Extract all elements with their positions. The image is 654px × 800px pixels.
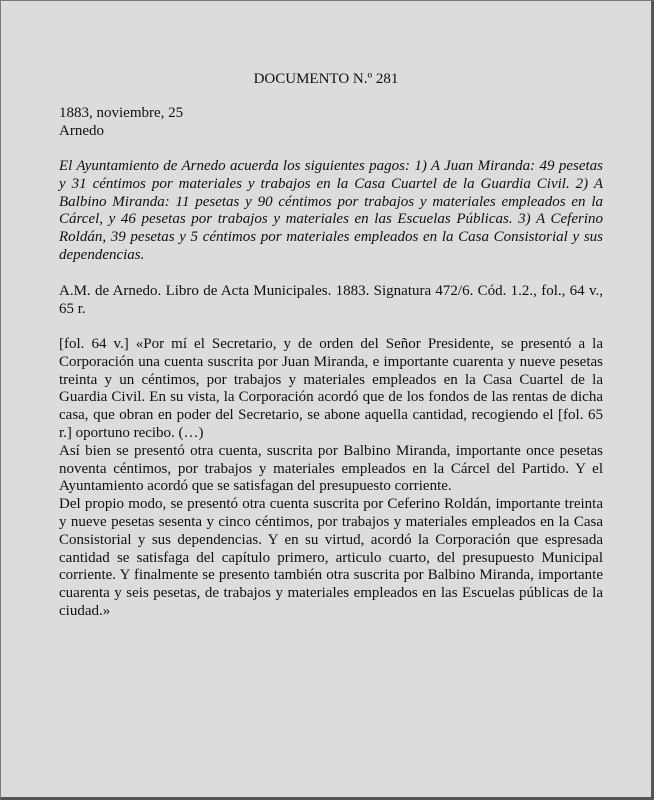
document-summary: El Ayuntamiento de Arnedo acuerda los siguientes pagos: 1) A Juan Miranda: 49 pesetas y 31 céntimos por materiales y trabajos en la Casa Cuartel de la Guardia Civil. 2) A Balbino Miranda: 11 pesetas y 90 céntimos por trabajos y materiales empleados en la Cárcel, y 46 pesetas por trabajos y materiales en las Escuelas Públicas. 3) A Ceferino Roldán, 39 pesetas y 5 céntimos por materiales empleados en la Casa Consistorial y sus dependencias. xyxy=(59,158,603,263)
transcription-paragraph: Del propio modo, se presentó otra cuenta suscrita por Ceferino Roldán, importante treinta y nueve pesetas sesenta y cinco céntimos, por trabajos y materiales empleados en la Casa Consistorial y sus dependencias. Y en su virtud, acordó la Corporación que espresada cantidad se satisfaga del capítulo primero, articulo cuarto, del presupuesto Municipal corriente. Y finalmente se presento también otra suscrita por Balbino Miranda, importante cuarenta y seis pesetas, de trabajos y materiales empleados en las Escuelas públicas de la ciudad.» xyxy=(59,496,603,619)
date-place-block xyxy=(59,105,603,141)
document-title: DOCUMENTO N.º 281 xyxy=(253,71,399,87)
document-date: 1883, noviembre, 25 xyxy=(59,105,184,121)
transcription-paragraph: Así bien se presentó otra cuenta, suscrita por Balbino Miranda, importante once pesetas noventa céntimos, por trabajos y materiales empleados en la Cárcel del Partido. Y el Ayuntamiento acordó que se satisfagan del presupuesto corriente. xyxy=(59,442,603,495)
document-place: Arnedo xyxy=(59,122,104,139)
transcription-paragraph: [fol. 64 v.] «Por mí el Secretario, y de orden del Señor Presidente, se presentó a la Corporación una cuenta suscrita por Juan Miranda, e importante cuarenta y nueve pesetas treinta y un céntimos, por trabajos y materiales empleados en la Casa Cuartel de la Guardia Civil. En su vista, la Corporación acordó que de los fondos de las rentas de dicha casa, que obran en poder del Secretario, se abone aquella cantidad, recogiendo el [fol. 65 r.] oportuno recibo. (…) xyxy=(59,336,603,441)
archival-source: A.M. de Arnedo. Libro de Acta Municipales. 1883. Signatura 472/6. Cód. 1.2., fol., 64 v., 65 r. xyxy=(59,283,603,317)
transcription xyxy=(59,336,603,621)
